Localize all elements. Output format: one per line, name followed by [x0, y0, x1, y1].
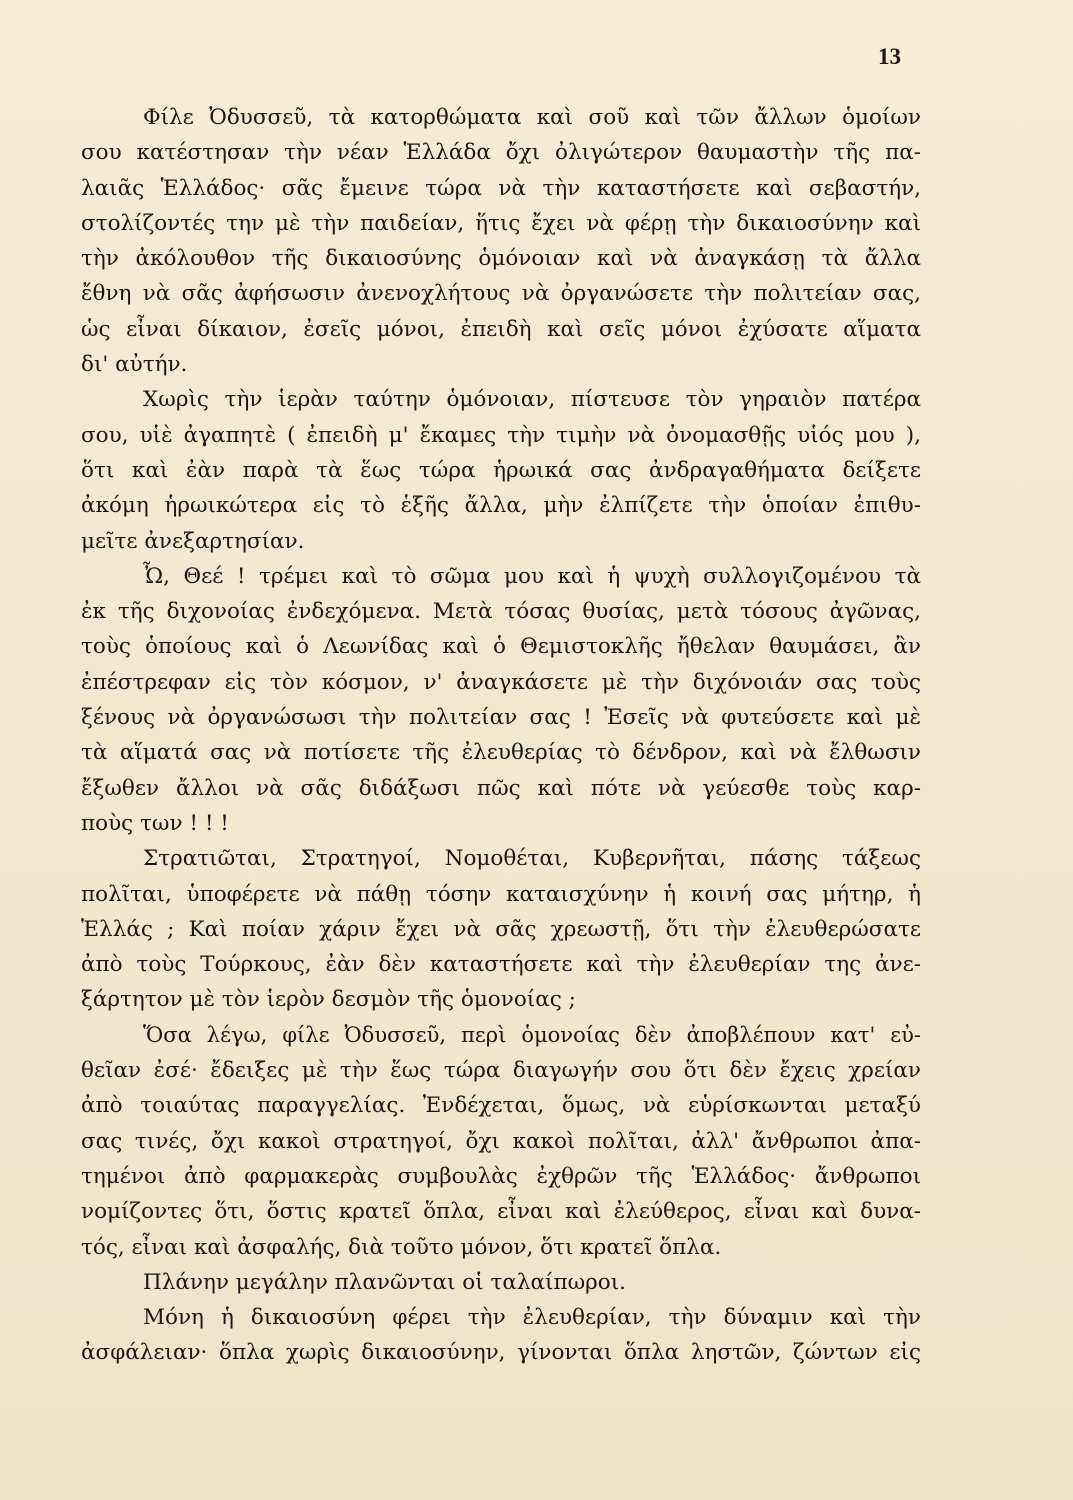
text-line: τὰ αἵματά σας νὰ ποτίσετε τῆς ἐλευθερίας τὸ δένδρον, καὶ νὰ ἔλθωσιν: [81, 740, 921, 766]
text-line: ἔξωθεν ἄλλοι νὰ σᾶς διδάξωσι πῶς καὶ πότε νὰ γεύεσθε τοὺς καρ-: [81, 775, 921, 801]
text-line: Ὅσα λέγω, φίλε Ὀδυσσεῦ, περὶ ὁμονοίας δὲν ἀποβλέπουν κατ' εὐ-: [143, 1022, 921, 1047]
text-line: ἀκόμη ἡρωικώτερα εἰς τὸ ἑξῆς ἄλλα, μὴν ἐλπίζετε τὴν ὁποίαν ἐπιθυ-: [81, 493, 921, 519]
text-line: τημένοι ἀπὸ φαρμακερὰς συμβουλὰς ἐχθρῶν τῆς Ἑλλάδος· ἄνθρωποι: [81, 1163, 921, 1189]
text-line: τός, εἶναι καὶ ἀσφαλής, διὰ τοῦτο μόνον, ὅτι κρατεῖ ὅπλα.: [81, 1234, 722, 1260]
text-line: νομίζοντες ὅτι, ὅστις κρατεῖ ὅπλα, εἶναι καὶ ἐλεύθερος, εἶναι καὶ δυνα-: [81, 1199, 921, 1225]
text-line: Πλάνην μεγάλην πλανῶνται οἱ ταλαίπωροι.: [143, 1269, 626, 1295]
text-line: ἀπὸ τοιαύτας παραγγελίας. Ἐνδέχεται, ὅμως, νὰ εὑρίσκωνται μεταξύ: [81, 1093, 921, 1119]
text-line: ἀσφάλειαν· ὅπλα χωρὶς δικαιοσύνην, γίνονται ὅπλα ληστῶν, ζώντων εἰς: [81, 1340, 921, 1366]
text-line: λαιᾶς Ἑλλάδος· σᾶς ἔμεινε τώρα νὰ τὴν καταστήσετε καὶ σεβαστήν,: [81, 175, 921, 201]
text-line: πολῖται, ὑποφέρετε νὰ πάθῃ τόσην καταισχύνην ἡ κοινή σας μήτηρ, ἡ: [81, 881, 921, 907]
text-line: ὡς εἶναι δίκαιον, ἐσεῖς μόνοι, ἐπειδὴ καὶ σεῖς μόνοι ἐχύσατε αἵματα: [81, 316, 921, 342]
text-line: Φίλε Ὀδυσσεῦ, τὰ κατορθώματα καὶ σοῦ καὶ τῶν ἄλλων ὁμοίων: [143, 105, 921, 130]
text-line: στολίζοντές την μὲ τὴν παιδείαν, ἥτις ἔχει νὰ φέρῃ τὴν δικαιοσύνην καὶ: [81, 210, 921, 236]
text-line: ποὺς των ! ! !: [81, 810, 229, 836]
text-line: ἐπέστρεφαν εἰς τὸν κόσμον, ν' ἀναγκάσετε μὲ τὴν διχόνοιάν σας τοὺς: [81, 669, 921, 695]
text-line: ἐκ τῆς διχονοίας ἐνδεχόμενα. Μετὰ τόσας θυσίας, μετὰ τόσους ἀγῶνας,: [81, 599, 921, 625]
text-line: σου κατέστησαν τὴν νέαν Ἑλλάδα ὄχι ὀλιγώτερον θαυμαστὴν τῆς πα-: [81, 140, 921, 166]
text-line: Χωρὶς τὴν ἱερὰν ταύτην ὁμόνοιαν, πίστευσε τὸν γηραιὸν πατέρα: [143, 387, 921, 413]
text-line: δι' αὐτήν.: [81, 352, 188, 378]
body-text: [81, 100, 921, 1371]
text-line: ξάρτητον μὲ τὸν ἱερὸν δεσμὸν τῆς ὁμονοίας ;: [81, 987, 576, 1013]
text-line: τοὺς ὁποίους καὶ ὁ Λεωνίδας καὶ ὁ Θεμιστοκλῆς ἤθελαν θαυμάσει, ἂν: [81, 634, 921, 660]
text-line: Στρατιῶται, Στρατηγοί, Νομοθέται, Κυβερνῆται, πάσης τάξεως: [143, 846, 921, 872]
text-line: ὅτι καὶ ἐὰν παρὰ τὰ ἕως τώρα ἡρωικά σας ἀνδραγαθήματα δείξετε: [81, 457, 921, 483]
text-line: ἔθνη νὰ σᾶς ἀφήσωσιν ἀνενοχλήτους νὰ ὀργανώσετε τὴν πολιτείαν σας,: [81, 281, 921, 307]
text-line: ξένους νὰ ὀργανώσωσι τὴν πολιτείαν σας ! Ἐσεῖς νὰ φυτεύσετε καὶ μὲ: [81, 705, 921, 731]
text-line: σας τινές, ὄχι κακοὶ στρατηγοί, ὄχι κακοὶ πολῖται, ἀλλ' ἄνθρωποι ἀπα-: [81, 1128, 921, 1154]
page-number: 13: [878, 44, 901, 69]
text-line: Ὦ, Θεέ ! τρέμει καὶ τὸ σῶμα μου καὶ ἡ ψυχὴ συλλογιζομένου τὰ: [143, 563, 921, 589]
text-line: ἀπὸ τοὺς Τούρκους, ἐὰν δὲν καταστήσετε καὶ τὴν ἐλευθερίαν της ἀνε-: [81, 952, 921, 978]
text-line: σου, υἱὲ ἀγαπητὲ ( ἐπειδὴ μ' ἔκαμες τὴν τιμὴν νὰ ὀνομασθῇς υἱός μου ),: [81, 422, 921, 448]
text-line: Μόνη ἡ δικαιοσύνη φέρει τὴν ἐλευθερίαν, τὴν δύναμιν καὶ τὴν: [143, 1305, 921, 1331]
text-line: τὴν ἀκόλουθον τῆς δικαιοσύνης ὁμόνοιαν καὶ νὰ ἀναγκάσῃ τὰ ἄλλα: [81, 246, 921, 272]
text-line: Ἑλλάς ; Καὶ ποίαν χάριν ἔχει νὰ σᾶς χρεωστῇ, ὅτι τὴν ἐλευθερώσατε: [81, 916, 921, 942]
text-line: μεῖτε ἀνεξαρτησίαν.: [81, 528, 305, 554]
text-line: θεῖαν ἐσέ· ἔδειξες μὲ τὴν ἕως τώρα διαγωγήν σου ὅτι δὲν ἔχεις χρείαν: [81, 1058, 921, 1084]
